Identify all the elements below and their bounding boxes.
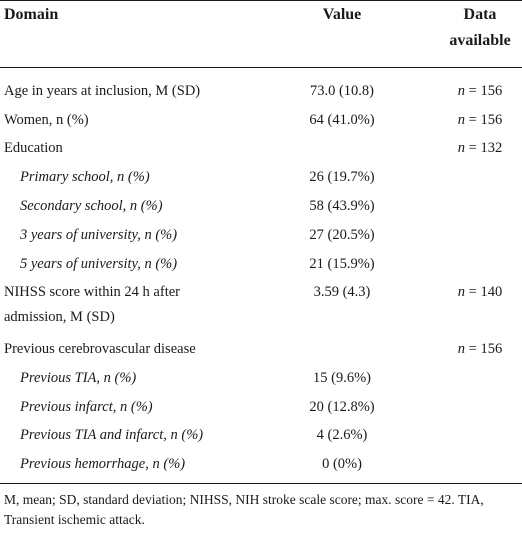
table-bottom-rule	[0, 483, 522, 484]
row-label: Age in years at inclusion, M (SD)	[4, 83, 201, 99]
header-bottom-rule	[0, 67, 522, 68]
row-value: 26 (19.7%)	[309, 169, 375, 185]
row-value: 3.59 (4.3)	[313, 284, 371, 300]
row-value: 15 (9.6%)	[313, 370, 371, 386]
n-symbol: n	[457, 140, 466, 156]
n-count: = 156	[465, 112, 503, 128]
row-label: Education	[4, 140, 63, 156]
header-data-available-line1: Data	[463, 6, 497, 23]
n-count: = 140	[465, 284, 503, 300]
row-label: Previous hemorrhage, n (%)	[20, 456, 186, 472]
row-label: Primary school, n (%)	[20, 169, 150, 185]
row-label-line2: admission, M (SD)	[4, 309, 115, 325]
n-count: = 156	[465, 341, 503, 357]
row-data-available	[440, 138, 520, 158]
n-symbol: n	[457, 83, 466, 99]
row-label: Previous infarct, n (%)	[20, 399, 153, 415]
n-symbol: n	[457, 341, 466, 357]
header-value: Value	[322, 6, 362, 23]
row-data-available	[440, 339, 520, 359]
n-symbol: n	[457, 112, 466, 128]
row-label: Previous cerebrovascular disease	[4, 341, 196, 357]
row-value: 21 (15.9%)	[309, 256, 375, 272]
table-footnote: M, mean; SD, standard deviation; NIHSS, NIH stroke scale score; max. score = 42. TIA, Transient ischemic attack.	[4, 492, 484, 527]
row-label: 5 years of university, n (%)	[20, 256, 178, 272]
table-top-rule	[0, 0, 522, 1]
row-label: NIHSS score within 24 h after	[4, 284, 180, 300]
row-value: 58 (43.9%)	[309, 198, 375, 214]
row-label: 3 years of university, n (%)	[20, 227, 178, 243]
row-value: 20 (12.8%)	[309, 399, 375, 415]
row-label: Previous TIA, n (%)	[20, 370, 137, 386]
row-data-available	[440, 110, 520, 130]
row-label: Secondary school, n (%)	[20, 198, 163, 214]
row-data-available	[440, 81, 520, 101]
row-value: 64 (41.0%)	[309, 112, 375, 128]
row-value: 27 (20.5%)	[309, 227, 375, 243]
header-data-available-line2: available	[449, 32, 511, 49]
row-value: 73.0 (10.8)	[309, 83, 375, 99]
n-count: = 132	[465, 140, 503, 156]
row-label: Previous TIA and infarct, n (%)	[20, 427, 204, 443]
row-data-available	[440, 282, 520, 302]
row-value: 0 (0%)	[322, 456, 362, 472]
n-count: = 156	[465, 83, 503, 99]
row-value: 4 (2.6%)	[316, 427, 368, 443]
row-label: Women, n (%)	[4, 112, 89, 128]
n-symbol: n	[457, 284, 466, 300]
header-domain: Domain	[4, 6, 59, 23]
